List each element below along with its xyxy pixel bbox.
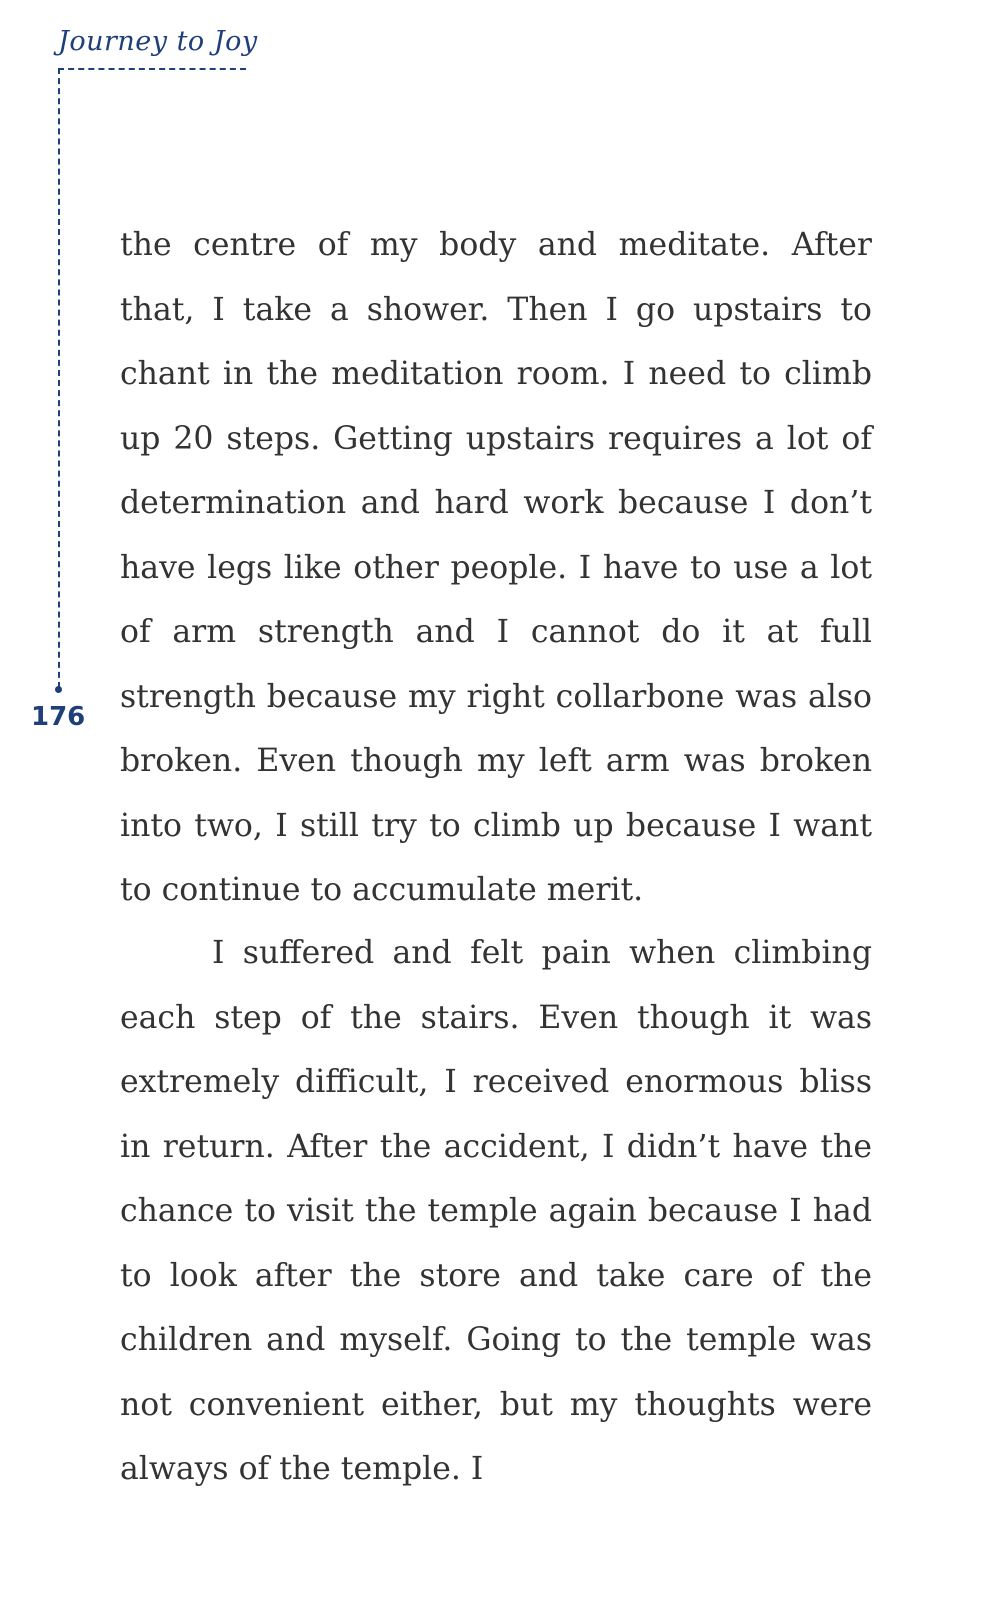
margin-dot — [55, 686, 62, 693]
page-number: 176 — [31, 702, 86, 732]
header-dashed-rule — [58, 68, 246, 70]
book-title: Journey to Joy — [58, 26, 258, 57]
paragraph: the centre of my body and meditate. After that, I take a shower. Then I go upstairs to chant in the meditation room. I need to climb up 20 steps. Getting upstairs requires a lot of determination and hard work because I don’t have legs like other people. I have to use a lot of arm strength and I cannot do it at full strength because my right collarbone was also broken. Even though my left arm was broken into two, I still try to climb up because I want to continue to accumulate merit. — [120, 227, 872, 908]
margin-dashed-line — [58, 68, 60, 688]
paragraph: I suffered and felt pain when climbing each step of the stairs. Even though it was extremely difficult, I received enormous bliss in return. After the accident, I didn’t have the chance to visit the temple again because I had to look after the store and take care of the children and myself. Going to the temple was not convenient either, but my thoughts were always of the temple. I — [120, 935, 872, 1487]
